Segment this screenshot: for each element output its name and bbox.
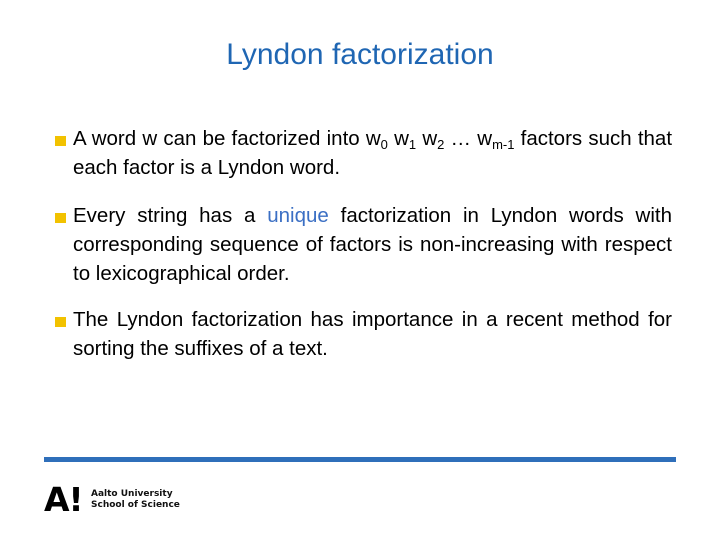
slide-title: Lyndon factorization bbox=[226, 38, 494, 71]
highlight-word: unique bbox=[267, 204, 329, 227]
bullet-text: The Lyndon factorization has importance in a recent method for sorting the suffixes of a text. bbox=[73, 308, 672, 360]
bullet-item bbox=[52, 201, 672, 288]
bullet-text: A word w can be factorized into $w_0$ $w_1$ $w_2$ … $w_{m-1}$ factors such that each factor is a Lyndon word. bbox=[73, 127, 673, 179]
bullet-marker bbox=[55, 136, 66, 146]
bullet-item bbox=[52, 124, 672, 182]
bullet-item bbox=[52, 305, 672, 363]
footer-rule bbox=[44, 457, 676, 462]
bullet-text: Every string has a unique factorization in Lyndon words with corresponding sequence of factors is non-increasing with respect to lexicographical order. bbox=[73, 204, 672, 285]
logo-text: Aalto University School of Science bbox=[91, 489, 180, 510]
bullet-marker bbox=[55, 213, 66, 223]
bullet-marker bbox=[55, 317, 66, 327]
logo-mark: A! bbox=[44, 480, 83, 519]
